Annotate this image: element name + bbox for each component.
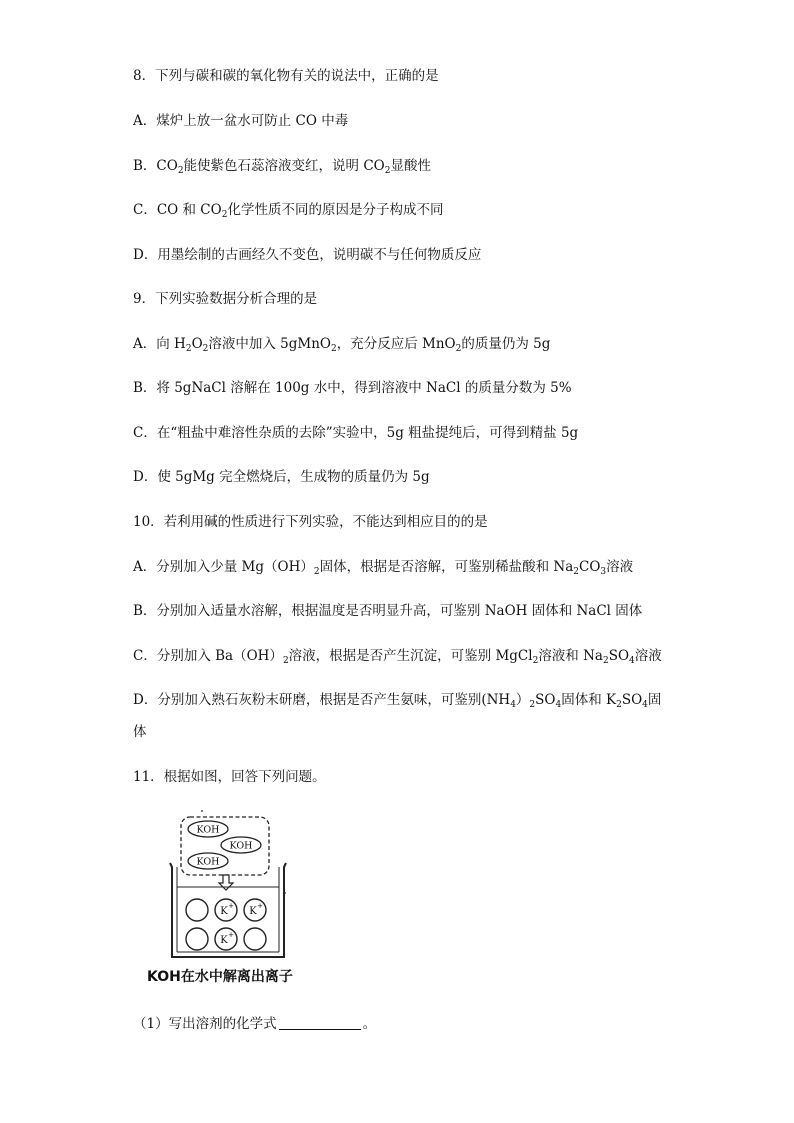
- figure-dot: [284, 892, 286, 894]
- k-ion-label: K: [249, 906, 257, 917]
- figure-caption: KOH在水中解离出离子: [147, 969, 293, 985]
- k-ion-2: [244, 899, 266, 921]
- q8-stem: 8．下列与碳和碳的氧化物有关的说法中，正确的是: [133, 68, 439, 84]
- k-ion-charge: +: [228, 931, 234, 939]
- k-ion-1: [215, 899, 237, 921]
- q9-option-a: A．向 $H_2O_2$溶液中加入 5gMnO$_2$，充分反应后 MnO$_2$的质量仍为 5g: [133, 336, 551, 354]
- koh-label-3: KOH: [196, 856, 220, 868]
- k-ion-3: [215, 928, 237, 950]
- q8-option-b: B．$CO_2$能使紫色石蕊溶液变红，说明 $CO_2$显酸性: [133, 158, 431, 176]
- k-ion-charge: +: [257, 902, 263, 910]
- particle-circle: [186, 899, 208, 921]
- q10-option-c: C．分别加入 $Ba(OH)_2$溶液，根据是否产生沉淀，可鉴别 MgCl$_2$溶液和 $Na_2SO_4$溶液: [133, 648, 662, 666]
- q11-stem: 11．根据如图，回答下列问题。: [133, 769, 326, 785]
- q10-option-d-continued: 体: [133, 724, 147, 740]
- q8-option-c: C．CO 和 $CO_2$化学性质不同的原因是分子构成不同: [133, 202, 444, 220]
- k-ion-label: K: [220, 906, 228, 917]
- q9-option-b: B．将 5gNaCl 溶解在 100g 水中，得到溶液中 NaCl 的质量分数为 5%: [133, 380, 572, 396]
- koh-molecule-1: [188, 821, 228, 837]
- q9-stem: 9．下列实验数据分析合理的是: [133, 291, 318, 307]
- q9-option-d: D．使 5gMg 完全燃烧后，生成物的质量仍为 5g: [133, 469, 430, 485]
- q8-option-a: A．煤炉上放一盆水可防止 CO 中毒: [133, 113, 349, 129]
- q10-option-a: A．分别加入少量 $Mg(OH)_2$固体，根据是否溶解，可鉴别稀盐酸和 $Na_2CO_3$溶液: [133, 559, 634, 577]
- q11-sub1: （1）写出溶剂的化学式 。: [133, 1016, 377, 1032]
- q10-option-b: B．分别加入适量水溶解，根据温度是否明显升高，可鉴别 NaOH 固体和 NaCl 固体: [133, 603, 643, 619]
- q10-option-d: D．分别加入熟石灰粉末研磨，根据是否产生氨味，可鉴别$(NH_4)_2SO_4$固体和 $K_2SO_4$固: [133, 692, 662, 710]
- particle-circle: [244, 928, 266, 950]
- down-arrow-icon: [219, 875, 233, 890]
- particle-circle: [186, 928, 208, 950]
- koh-molecule-3: [188, 853, 228, 869]
- q9-option-c: C．在“粗盐中难溶性杂质的去除”实验中，5g 粗盐提纯后，可得到精盐 5g: [133, 425, 579, 441]
- k-ion-label: K: [220, 935, 228, 946]
- koh-molecule-2: [221, 837, 261, 853]
- figure-dot: [201, 810, 203, 812]
- koh-label-2: KOH: [229, 840, 253, 852]
- q10-stem: 10．若利用碱的性质进行下列实验，不能达到相应目的的是: [133, 514, 488, 530]
- answer-blank[interactable]: [279, 1017, 361, 1030]
- q8-option-d: D．用墨绘制的古画经久不变色，说明碳不与任何物质反应: [133, 247, 482, 263]
- k-ion-charge: +: [228, 902, 234, 910]
- koh-dissociation-figure: [150, 805, 330, 990]
- koh-label-1: KOH: [196, 824, 220, 836]
